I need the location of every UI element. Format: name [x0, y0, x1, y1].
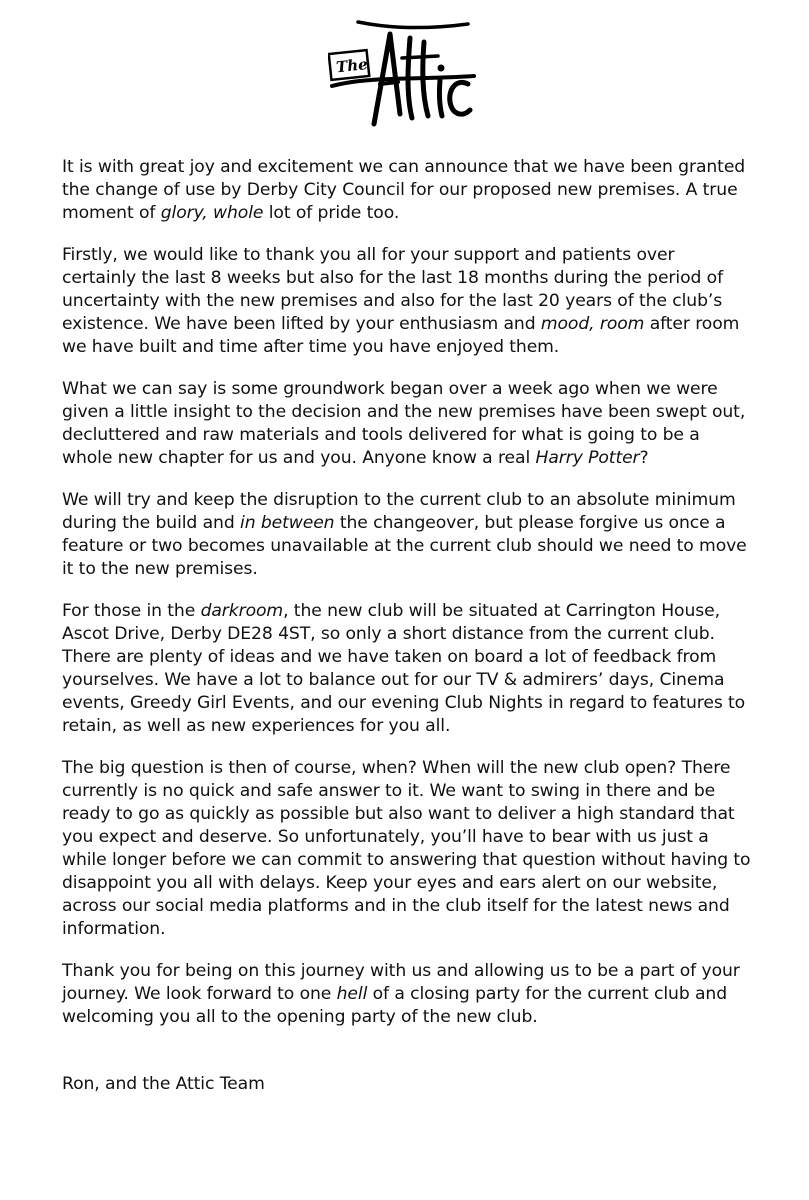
italic-run: hell	[336, 984, 368, 1004]
paragraph-6	[62, 757, 752, 941]
italic-run: Harry Potter	[535, 448, 640, 468]
paragraph-1	[62, 156, 752, 225]
text-run: the changeover, but please forgive us once a feature or two becomes unavailable at the current club should we need to move it to the new premises.	[62, 513, 747, 579]
paragraph-5	[62, 600, 752, 738]
text-run: It is with great joy and excitement we can announce that we have been granted the change of use by Derby City Council for our proposed new premises. A true moment of	[62, 157, 746, 223]
text-run: ?	[639, 448, 649, 468]
paragraph-7	[62, 960, 752, 1029]
italic-run: mood, room	[540, 314, 645, 334]
text-run: after room we have built and time after time you have enjoyed them.	[62, 314, 740, 357]
text-run: What we can say is some groundwork began over a week ago when we were given a little insight to the decision and the new premises have been swept out, decluttered and raw materials and tools delivered for what is going to be a whole new chapter for us and you. Anyone know a real	[62, 379, 746, 468]
text-run: We will try and keep the disruption to the current club to an absolute minimum during the build and	[62, 490, 736, 533]
logo-the-text: The	[335, 55, 369, 77]
text-run: Firstly, we would like to thank you all for your support and patients over certainly the last 8 weeks but also for the last 18 months during the period of uncertainty with the new premises and also for the last 20 years of the club’s existence. We have been lifted by your enthusiasm and	[62, 245, 724, 334]
letter-paragraphs	[62, 156, 752, 1029]
letter-body	[62, 156, 752, 1115]
text-run: Thank you for being on this journey with us and allowing us to be a part of your journey. We look forward to one	[62, 961, 740, 1004]
text-run: The big question is then of course, when? When will the new club open? There currently is no quick and safe answer to it. We want to swing in there and be ready to go as quickly as possible but also want to deliver a high standard that you expect and deserve. So unfortunately, you’ll have to bear with us just a while longer before we can commit to answering that question without having to disappoint you all with delays. Keep your eyes and ears alert on our website, across our social media platforms and in the club itself for the latest news and information.	[62, 758, 751, 939]
paragraph-2	[62, 244, 752, 359]
paragraph-3	[62, 378, 752, 470]
text-run: lot of pride too.	[263, 203, 400, 223]
text-run: , the new club will be situated at Carrington House, Ascot Drive, Derby DE28 4ST, so only a short distance from the current club. There are plenty of ideas and we have taken on board a lot of feedback from yourselves. We have a lot to balance out for our TV & admirers’ days, Cinema events, Greedy Girl Events, and our evening Club Nights in regard to features to retain, as well as new experiences for you all.	[62, 601, 746, 736]
italic-run: in between	[240, 513, 335, 533]
signature: Ron, and the Attic Team	[62, 1074, 265, 1094]
italic-run: darkroom	[200, 601, 284, 621]
text-run: of a closing party for the current club and welcoming you all to the opening party of the new club.	[62, 984, 728, 1027]
the-attic-logo	[328, 14, 478, 134]
paragraph-4	[62, 489, 752, 581]
text-run: For those in the	[62, 601, 201, 621]
italic-run: glory, whole	[160, 203, 264, 223]
